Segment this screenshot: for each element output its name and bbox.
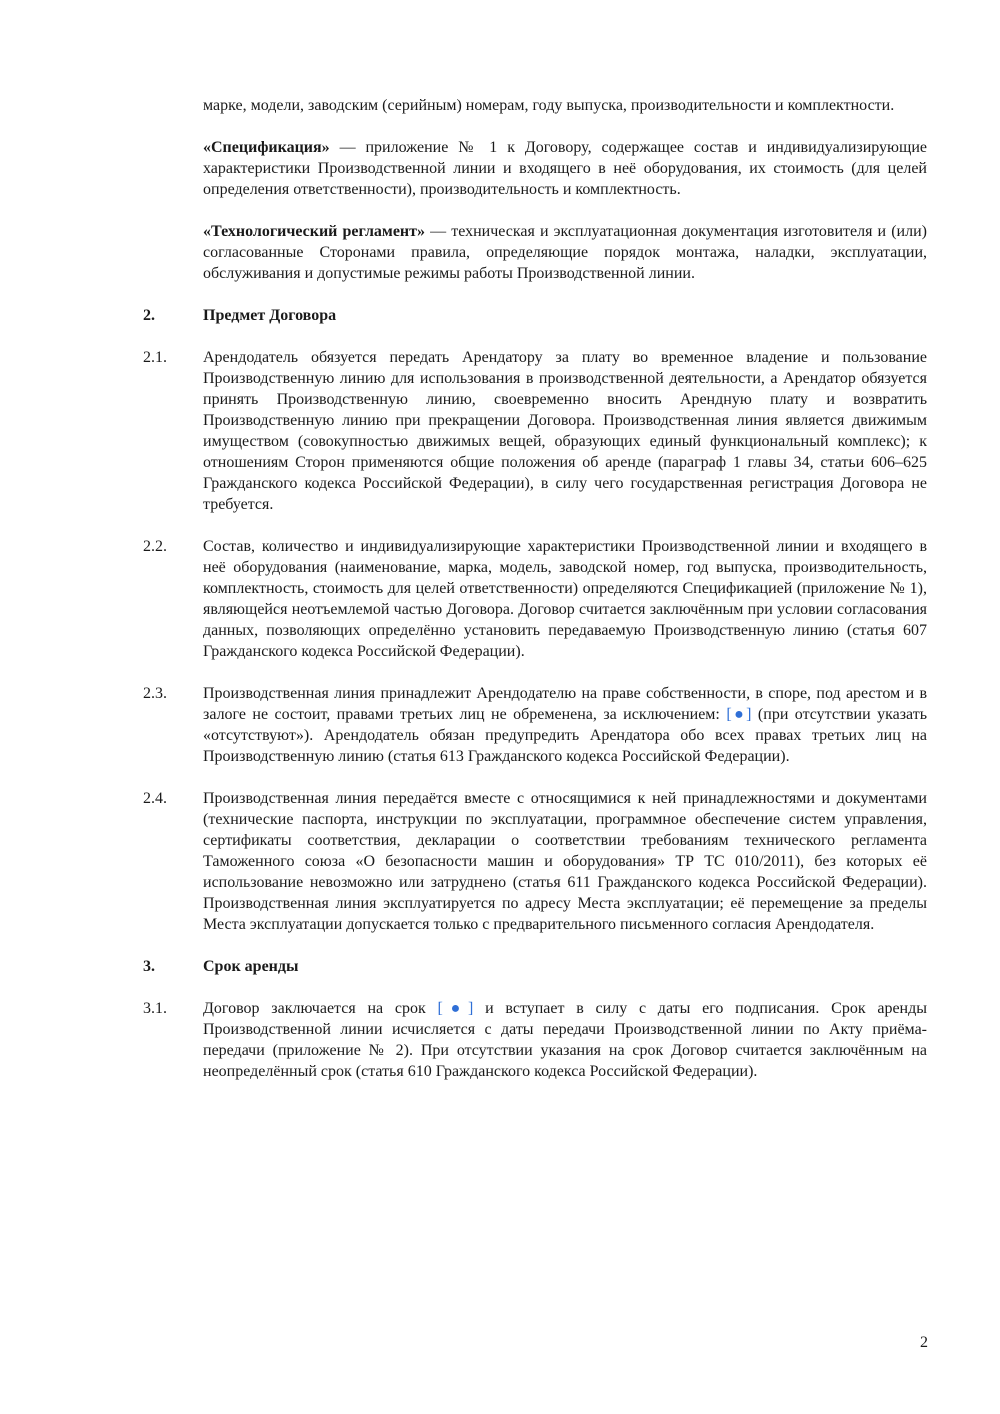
definition-tech-regulation: «Технологический регламент» — техническая и эксплуатационная документация изготовителя и (или) согласованные Сторонами правила, определяющие порядок монтажа, наладки, эксплуатации, обслуживания и допустимые режимы работы Производственной линии. — [203, 223, 927, 282]
clause-number: 3.1. — [143, 1000, 167, 1017]
term-tech-regulation: «Технологический регламент» — [203, 223, 426, 240]
clause-2-3 — [143, 683, 927, 767]
clause-text: Договор заключается на срок [●] и вступает в силу с даты его подписания. Срок аренды Производственной линии исчисляется с даты передачи Производственной линии по Акту приёма-передачи (приложение № 2). При отсутствии указания на срок Договор считается заключённым на неопределённый срок (статья 610 Гражданского кодекса Российской Федерации). — [203, 1000, 928, 1080]
section-title: Предмет Договора — [203, 307, 337, 324]
clause-2-2 — [143, 536, 927, 662]
term-specification: «Спецификация» — [203, 139, 330, 156]
clause-text: Производственная линия принадлежит Арендодателю на праве собственности, в споре, под арестом и в залоге не состоит, правами третьих лиц не обременена, за исключением: [●] (при отсутствии указать «отсутствуют»). Арендодатель обязан предупредить Арендатора обо всех правах третьих лиц на Производственную линию (статья 613 Гражданского кодекса Российской Федерации). — [203, 685, 927, 765]
section-heading-3 — [143, 956, 927, 977]
clause-text: Производственная линия передаётся вместе с относящимися к ней принадлежностями и документами (технические паспорта, инструкции по эксплуатации, программное обеспечение систем управления, сертификаты соответствия, декларации о соответствии требованиям технического регламента Таможенного союза «О безопасности машин и оборудования» ТР ТС 010/2011), без которых её использование невозможно или затруднено (статья 611 Гражданского кодекса Российской Федерации). Производственная линия эксплуатируется по адресу Места эксплуатации; её перемещение за пределы Места эксплуатации допускается только с предварительного письменного согласия Арендодателя. — [203, 790, 927, 933]
clause-2-4 — [143, 788, 927, 935]
document-body — [143, 95, 927, 1103]
clause-number: 2.1. — [143, 349, 167, 366]
clause-2-1 — [143, 347, 927, 515]
definition-continuation: марке, модели, заводским (серийным) номерам, году выпуска, производительности и комплектности. — [203, 97, 895, 114]
placeholder-field[interactable]: [●] — [437, 1000, 474, 1017]
clause-number: 2.4. — [143, 790, 167, 807]
clause-3-1 — [143, 998, 927, 1082]
clause-number: 2.3. — [143, 685, 167, 702]
section-title: Срок аренды — [203, 958, 299, 975]
section-heading-2 — [143, 305, 927, 326]
placeholder-field[interactable]: [●] — [726, 706, 752, 723]
clause-number: 2.2. — [143, 538, 167, 555]
definition-specification: «Спецификация» — приложение № 1 к Договору, содержащее состав и индивидуализирующие характеристики Производственной линии и входящего в неё оборудования, их стоимость (для целей определения ответственности), производительность и комплектность. — [203, 139, 927, 198]
clause-text: Состав, количество и индивидуализирующие характеристики Производственной линии и входящего в неё оборудования (наименование, марка, модель, заводской номер, год выпуска, производительность, комплектность, стоимость для целей ответственности) определяются Спецификацией (приложение № 1), являющейся неотъемлемой частью Договора. Договор считается заключённым при условии согласования данных, позволяющих определённо установить передаваемую Производственную линию (статья 607 Гражданского кодекса Российской Федерации). — [203, 538, 927, 660]
section-number: 3. — [143, 958, 155, 975]
page-number: 2 — [920, 1334, 928, 1351]
section-number: 2. — [143, 307, 155, 324]
clause-text: Арендодатель обязуется передать Арендатору за плату во временное владение и пользование Производственную линию для использования в производственной деятельности, а Арендатор обязуется принять Производственную линию, своевременно вносить Арендную плату и возвратить Производственную линию при прекращении Договора. Производственная линия является движимым имуществом (совокупностью движимых вещей, образующих единый функциональный комплекс); к отношениям Сторон применяются общие положения об аренде (параграф 1 главы 34, статьи 606–625 Гражданского кодекса Российской Федерации), в силу чего государственная регистрация Договора не требуется. — [203, 349, 927, 513]
